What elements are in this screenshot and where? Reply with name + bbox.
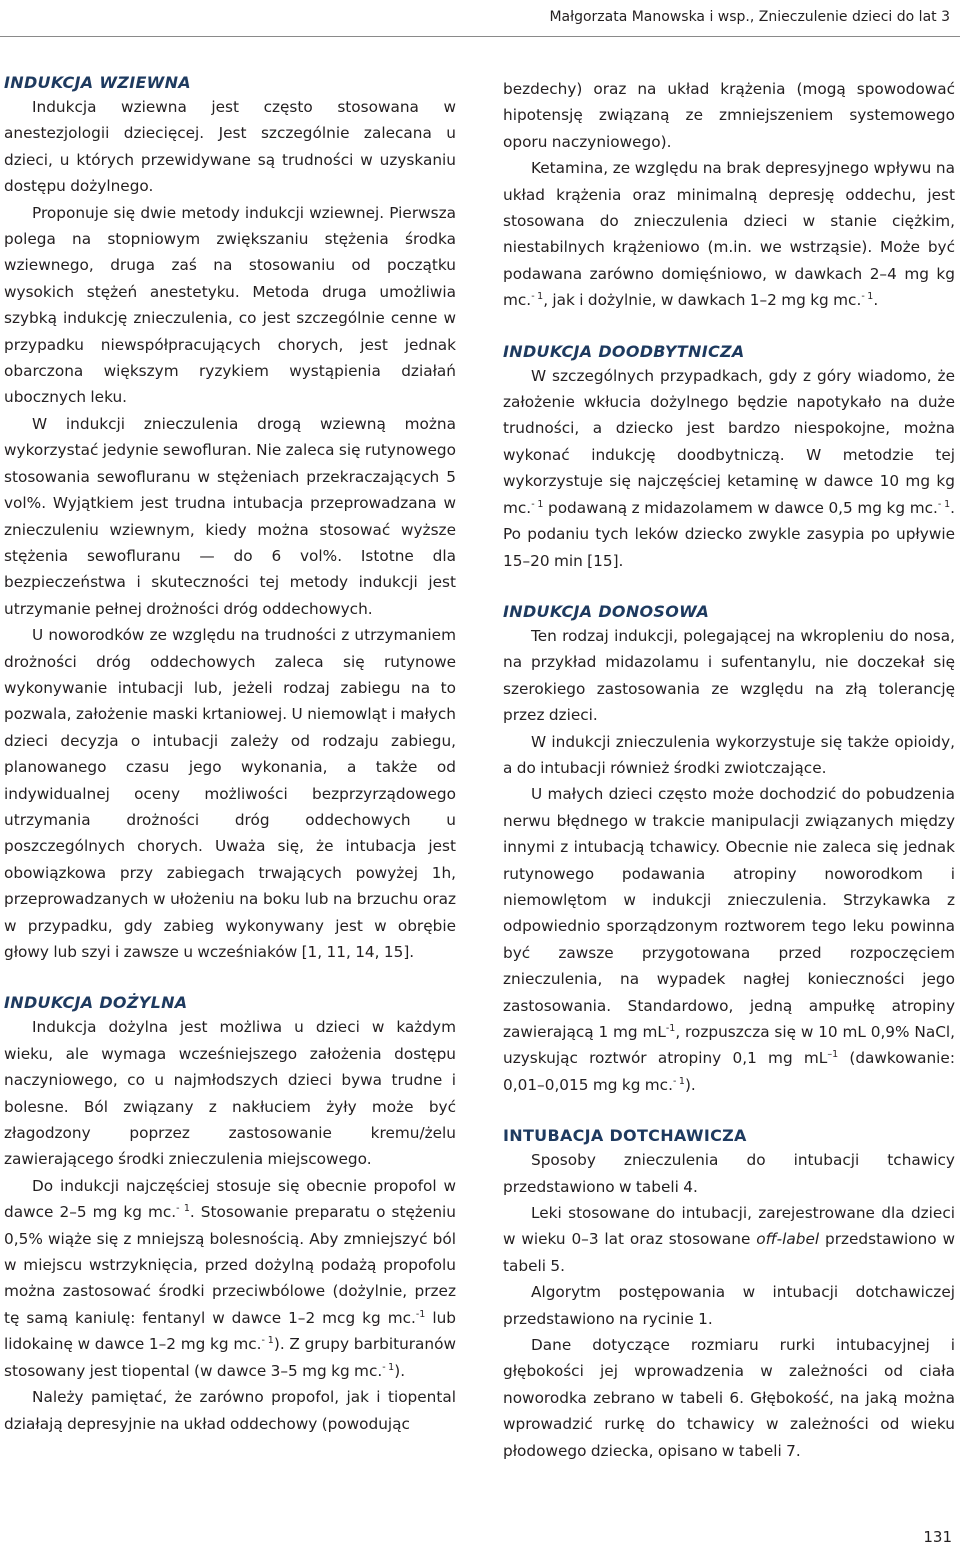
section-heading-intranasal-induction: INDUKCJA DONOSOWA [503,601,710,621]
page-number: 131 [923,1528,952,1546]
paragraph: Dane dotyczące rozmiaru rurki intubacyjnej i głębokości jej wprowadzenia w zależności od ciała noworodka zebrano w tabeli 6. Głębokość, na jaką można wprowadzić rurkę do tchawicy w zależności od wieku płodowego dziecka, opisano w tabeli 7. [503,1336,955,1460]
section-gap [503,1098,955,1125]
superscript: - 1 [937,498,951,510]
superscript: –1 [827,1049,839,1061]
paragraph: Proponuje się dwie metody indukcji wziewnej. Pierwsza polega na stopniowym zwiększaniu stężenia środka wziewnego, druga zaś na stosowaniu od początku wysokich stężeń anestetyku. Metoda druga umożliwia szybką indukcję znieczulenia, co jest szczególnie cenne w przypadku niewspółpracujących chorych, jest jednak obarczona większym ryzykiem wystąpienia działań ubocznych leku. [4,203,456,407]
paragraph-propofol [4,1173,456,1384]
superscript: -1 [665,1023,676,1034]
paragraph: Należy pamiętać, że zarówno propofol, jak i tiopental działają depresyjnie na układ oddechowy (powodując [4,1388,456,1433]
section-gap [4,965,456,992]
section-heading-intravenous-induction: INDUKCJA DOŻYLNA [4,993,188,1013]
superscript: - 1 [382,1361,395,1373]
superscript: - 1 [531,498,544,510]
section-heading-inhalational-induction: INDUKCJA WZIEWNA [4,73,191,92]
paragraph-atropine [503,781,955,1098]
paragraph: Indukcja wziewna jest często stosowana w anestezjologii dziecięcej. Jest szczególnie zalecana u dzieci, u których przewidywane są trudności w uzyskaniu dostępu dożylnego. [4,98,456,196]
section-gap [503,574,955,601]
text-run: . Stosowanie preparatu o stężeniu 0,5% wiąże się z mniejszą bolesnością. Aby zmniejszyć ból w miejscu wstrzyknięcia, przed dożylną podażą propofolu można zastosować środki przeciwbólowe (dożylnie, przez tę samą kaniulę: fentanyl w dawce 1–2 mcg kg mc. [4,1203,456,1327]
text-run: , rozpuszcza się w 10 mL 0,9% NaCl, uzyskując roztwór atropiny 0,1 mg mL [503,1023,956,1068]
superscript: - 1 [861,291,874,303]
paragraph: U noworodków ze względu na trudności z utrzymaniem drożności dróg oddechowych zaleca się rutynowe wykonywanie intubacji lub, jeżeli rodzaj zabiegu na to pozwala, założenie maski krtaniowej. U niemowląt i małych dzieci decyzja o intubacji zależy od rodzaju zabiegu, planowanego czasu jego wykonania, a także od indywidualnej oceny możliwości bezprzyrządowego utrzymania drożności dróg oddechowych u poszczególnych chorych. Uważa się, że intubacja jest obowiązkowa przy zabiegach trwających powyżej 1h, przeprowadzanych w ułożeniu na boku lub na brzuchu oraz w przypadku, gdy zabieg wykonywany jest w obrębie głowy lub szyi i zawsze u wcześniaków [1, 11, 14, 15]. [4,626,456,961]
italic-term: off-label [756,1230,820,1249]
text-run: (dawkowanie: 0,01–0,015 mg kg mc. [503,1049,955,1094]
text-run: przedstawiono w tabeli 5. [503,1230,956,1275]
paragraph: Sposoby znieczulenia do intubacji tchawicy przedstawiono w tabeli 4. [503,1151,955,1196]
paragraph-ketamine [503,155,955,313]
section-heading-tracheal-intubation: INTUBACJA DOTCHAWICZA [503,1126,747,1146]
paragraph-rectal [503,363,955,574]
section-gap [503,314,955,341]
left-column [4,72,456,1437]
text-run: U małych dzieci często może dochodzić do pobudzenia nerwu błędnego w trakcie manipulacji związanych między innymi z intubacją tchawicy. Obecnie nie zaleca się jednak rutynowego podawania atropiny noworodkom i niemowlętom w indukcji znieczulenia. Strzykawka z odpowiednio sporządzonym roztworem tego leku powinna być zawsze przygotowana przed rozpoczęciem znieczulenia, na wypadek nagłej konieczności jego zastosowania. Standardowo, jedną ampułkę atropiny zawierającą 1 mg mL [503,785,955,1041]
superscript: -1 [415,1308,426,1320]
superscript: - 1 [261,1335,274,1347]
text-run: Ketamina, ze względu na brak depresyjnego wpływu na układ krążenia oraz minimalną depresję oddechu, jest stosowana do znieczulenia dzieci w stanie ciężkim, niestabilnych krążeniowo (m.in. we wstrząsie). Może być podawana zarówno domięśniowo, w dawkach 2–4 mg kg mc. [503,159,955,310]
text-run: ). Z grupy barbituranów stosowany jest tiopental (w dawce 3–5 mg kg mc. [4,1335,456,1380]
text-run: podawaną z midazolamem w dawce 0,5 mg kg mc. [543,498,938,517]
paragraph: Ten rodzaj indukcji, polegającej na wkropleniu do nosa, na przykład midazolamu i sufentanylu, nie doczekał się szerokiego zastosowania ze względu na złą tolerancję przez dzieci. [503,626,955,725]
running-head-text: Małgorzata Manowska i wsp., Znieczulenie dzieci do lat 3 [549,9,950,25]
paragraph-off-label [503,1200,955,1279]
text-run: . Po podaniu tych leków dziecko zwykle zasypia po upływie 15–20 min [15]. [503,498,955,570]
section-heading-rectal-induction: INDUKCJA DOODBYTNICZA [503,341,745,361]
text-run: W szczególnych przypadkach, gdy z góry wiadomo, że założenie wkłucia dożylnego będzie napotykało na duże trudności, a dziecko jest bardzo niespokojne, można wykonać indukcję doodbytniczą. W metodzie tej wykorzystuje się najczęściej ketaminę w dawce 10 mg kg mc. [503,366,955,517]
paragraph: Indukcja dożylna jest możliwa u dzieci w każdym wieku, ale wymaga wcześniejszego założenia dostępu naczyniowego, co u najmłodszych dzieci bywa trudne i bolesne. Ból związany z nakłuciem żyły może być złagodzony poprzez zastosowanie kremu/żelu zawierającego środki znieczulenia miejscowego. [4,1018,456,1169]
text-run: ). [394,1361,406,1380]
paragraph: Algorytm postępowania w intubacji dotchawiczej przedstawiono na rycinie 1. [503,1283,955,1328]
text-run: lub lidokainę w dawce 1–2 mg kg mc. [4,1308,456,1354]
text-run: Do indukcji najczęściej stosuje się obecnie propofol w dawce 2–5 mg kg mc. [4,1176,456,1222]
text-run: . [873,291,879,310]
superscript: - 1 [672,1075,685,1087]
text-run: , jak i dożylnie, w dawkach 1–2 mg kg mc. [543,291,862,310]
paragraph: W indukcji znieczulenia drogą wziewną można wykorzystać jedynie sewofluran. Nie zaleca się rutynowego stosowania sewofluranu w stężeniach przekraczających 5 vol%. Wyjątkiem jest trudna intubacja przeprowadzana w znieczuleniu wziewnym, kiedy można stosować wyższe stężenia sewofluranu — do 6 vol%. Istotne dla bezpieczeństwa i skuteczności tej metody indukcji jest utrzymanie pełnej drożności dróg oddechowych. [4,414,456,618]
text-run: Leki stosowane do intubacji, zarejestrowane dla dzieci w wieku 0–3 lat oraz stosowane [503,1204,955,1249]
superscript: - 1 [176,1203,190,1215]
superscript: - 1 [531,291,544,303]
text-run: ). [684,1075,696,1094]
paragraph: bezdechy) oraz na układ krążenia (mogą spowodować hipotensję związaną ze zmniejszeniem systemowego oporu naczyniowego). [503,80,955,151]
running-head [0,0,960,37]
right-column [503,76,955,1464]
paragraph: W indukcji znieczulenia wykorzystuje się także opioidy, a do intubacji również środki zwiotczające. [503,732,955,777]
